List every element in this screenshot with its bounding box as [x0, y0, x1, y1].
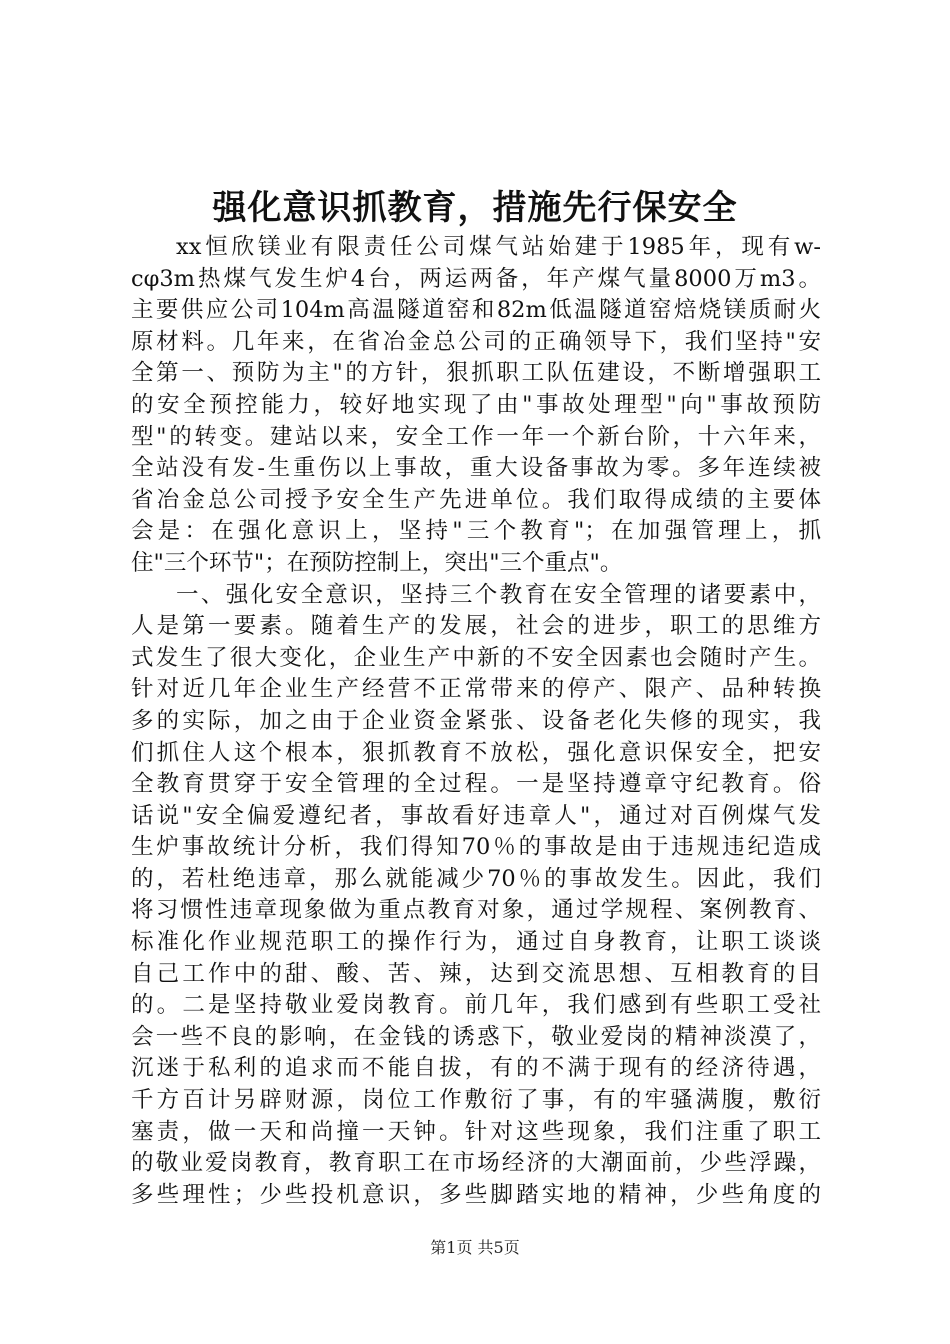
body-line: 省冶金总公司授予安全生产先进单位。我们取得成绩的主要体 — [131, 486, 821, 513]
body-line: 将习惯性违章现象做为重点教育对象，通过学规程、案例教育、 — [131, 897, 821, 924]
body-line: 住"三个环节"；在预防控制上，突出"三个重点"。 — [131, 549, 623, 576]
body-line: 式发生了很大变化，企业生产中新的不安全因素也会随时产生。 — [131, 644, 821, 671]
body-line: 标准化作业规范职工的操作行为，通过自身教育，让职工谈谈 — [131, 929, 821, 956]
body-line: 千方百计另辟财源，岗位工作敷衍了事，有的牢骚满腹，敷衍 — [131, 1087, 821, 1114]
body-line: 会一些不良的影响，在金钱的诱惑下，敬业爱岗的精神淡漠了， — [131, 1023, 821, 1050]
body-line: 生炉事故统计分析，我们得知70％的事故是由于违规违纪造成 — [131, 834, 821, 861]
body-line: 多些理性；少些投机意识，多些脚踏实地的精神，少些角度的 — [131, 1181, 821, 1208]
body-line: 全教育贯穿于安全管理的全过程。一是坚持遵章守纪教育。俗 — [131, 771, 821, 798]
body-line: 们抓住人这个根本，狠抓教育不放松，强化意识保安全，把安 — [131, 739, 821, 766]
page-number: 第1页 共5页 — [430, 1238, 520, 1257]
body-line: 主要供应公司104m高温隧道窑和82m低温隧道窑焙烧镁质耐火 — [131, 297, 821, 324]
body-line: 全站没有发-生重伤以上事故，重大设备事故为零。多年连续被 — [131, 455, 821, 482]
body-line: 全第一、预防为主"的方针，狠抓职工队伍建设，不断增强职工 — [131, 360, 821, 387]
body-line: 人是第一要素。随着生产的发展，社会的进步，职工的思维方 — [131, 613, 821, 640]
document-body — [131, 232, 821, 1211]
body-line: 的。二是坚持敬业爱岗教育。前几年，我们感到有些职工受社 — [131, 992, 821, 1019]
page-title: 强化意识抓教育，措施先行保安全 — [212, 188, 738, 228]
body-line: 话说"安全偏爱遵纪者，事故看好违章人"，通过对百例煤气发 — [131, 802, 821, 829]
body-line: xx恒欣镁业有限责任公司煤气站始建于1985年，现有w- — [176, 234, 821, 260]
body-line: 的安全预控能力，较好地实现了由"事故处理型"向"事故预防 — [131, 391, 821, 418]
body-line: 针对近几年企业生产经营不正常带来的停产、限产、品种转换 — [131, 676, 821, 703]
body-line: 沉迷于私利的追求而不能自拔，有的不满于现有的经济待遇， — [131, 1055, 821, 1082]
body-line: cφ3m热煤气发生炉4台，两运两备，年产煤气量8000万m3。 — [131, 265, 821, 292]
body-line: 的敬业爱岗教育，教育职工在市场经济的大潮面前，少些浮躁， — [131, 1150, 821, 1177]
body-line: 塞责，做一天和尚撞一天钟。针对这些现象，我们注重了职工 — [131, 1118, 821, 1145]
body-line: 自己工作中的甜、酸、苦、辣，达到交流思想、互相教育的目 — [131, 960, 821, 987]
body-line: 会是：在强化意识上，坚持"三个教育"；在加强管理上，抓 — [131, 518, 821, 545]
body-line: 多的实际，加之由于企业资金紧张、设备老化失修的现实，我 — [131, 707, 821, 734]
body-line: 一、强化安全意识，坚持三个教育在安全管理的诸要素中， — [176, 581, 821, 608]
body-line: 的，若杜绝违章，那么就能减少70％的事故发生。因此，我们 — [131, 865, 821, 892]
body-line: 原材料。几年来，在省冶金总公司的正确领导下，我们坚持"安 — [131, 328, 821, 355]
body-line: 型"的转变。建站以来，安全工作一年一个新台阶，十六年来， — [131, 423, 821, 450]
